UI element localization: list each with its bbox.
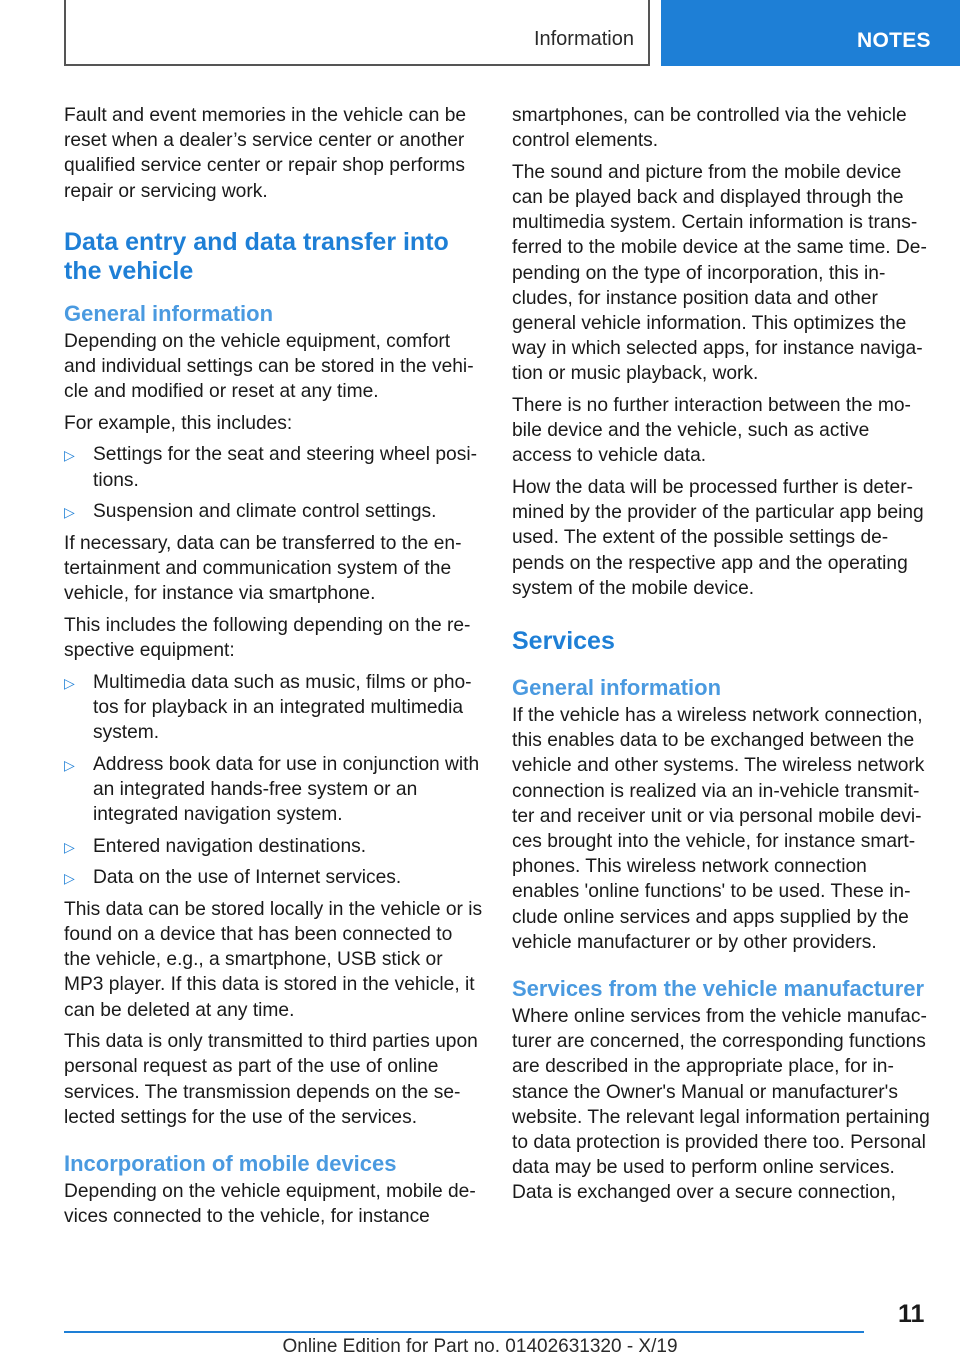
heading-data-entry: Data entry and data transfer into the vehicle [64,227,449,285]
footer-edition: Online Edition for Part no. 01402631320 - X/19 [282,1336,678,1357]
paragraph-example: For example, this includes: [64,412,293,434]
triangle-bullet-icon: ▷ [64,756,75,773]
footer-divider [64,1331,864,1333]
list-data-types [64,670,484,891]
heading-general-information-services: General information [512,675,722,701]
triangle-bullet-icon: ▷ [64,504,75,521]
paragraph-sound-picture: The sound and picture from the mobile device can be played back and displayed through the multimedia system. Certain information is transferred to the mobile device at the same time. Depending on the type of incorporation, this includes, for instance position data and other general vehicle information. This optimizes the way in which selected apps, for instance navigation or music playback, work. [512,161,927,385]
header-section-title: Information [533,28,634,50]
page-number: 11 [898,1300,925,1328]
heading-services-from-manufacturer: Services from the vehicle manufacturer [512,976,925,1002]
right-column [512,103,932,1212]
paragraph-stored-locally: This data can be stored locally in the vehicle or is found on a device that has been connected to the vehicle, e.g., a smartphone, USB stick or MP3 player. If this data is stored in the vehicle, it can be deleted at any time. [64,898,483,1021]
paragraph-fault-memories: Fault and event memories in the vehicle can be reset when a dealer’s service center or another qualified service center or repair shop performs repair or servicing work. [64,105,467,202]
paragraph-wireless: If the vehicle has a wireless network connection, this enables data to be exchanged between the vehicle and other systems. The wireless network connection is realized via an in-vehicle transmitter and receiver unit or via personal mobile devices brought into the vehicle, for instance smartphones. This wireless network connection enables 'online functions' to be used. These include online services and apps supplied by the vehicle manufacturer or by other providers. [512,705,925,953]
triangle-bullet-icon: ▷ [64,674,75,691]
left-column [64,103,484,1236]
paragraph-smartphones-cont: smartphones, can be controlled via the vehicle control elements. [512,105,907,152]
header-notes-label: NOTES [857,29,931,52]
triangle-bullet-icon: ▷ [64,870,75,887]
header-notes-tab [661,0,960,66]
heading-services: Services [512,627,615,656]
paragraph-transmitted: This data is only transmitted to third parties upon personal request as part of the use of online services. The transmission depends on the selected settings for the use of the services. [64,1031,478,1128]
paragraph-depending: Depending on the vehicle equipment, comfort and individual settings can be stored in the vehicle and modified or reset at any time. [64,330,474,403]
paragraph-incorporation: Depending on the vehicle equipment, mobile devices connected to the vehicle, for instance [64,1181,476,1228]
paragraph-this-includes: This includes the following depending on the respective equipment: [64,614,471,661]
paragraph-no-further: There is no further interaction between the mobile device and the vehicle, such as active access to vehicle data. [512,395,911,467]
paragraph-where-online: Where online services from the vehicle manufacturer are concerned, the corresponding functions are described in the appropriate place, for instance the Owner's Manual or manufacturer's website. The relevant legal information pertaining to data protection is provided there too. Personal data may be used to perform online services. Data is exchanged over a secure connection, [512,1006,930,1204]
triangle-bullet-icon: ▷ [64,447,75,464]
list-item: ▷ Entered navigation destinations. [64,834,484,859]
list-item: ▷ Suspension and climate control settings. [64,499,484,524]
paragraph-how-processed: How the data will be processed further is determined by the provider of the particular app being used. The extent of the possible settings depends on the respective app and the operating system of the mobile device. [512,477,924,599]
list-item: ▷ Multimedia data such as music, films or photos for playback in an integrated multimedia system. [64,671,472,743]
triangle-bullet-icon: ▷ [64,838,75,855]
heading-incorporation: Incorporation of mobile devices [64,1151,397,1176]
paragraph-if-necessary: If necessary, data can be transferred to the entertainment and communication system of the vehicle, for instance via smartphone. [64,532,462,605]
list-item: ▷ Settings for the seat and steering wheel positions. [64,444,477,491]
list-item: ▷ Data on the use of Internet services. [64,865,484,890]
header-section-box [64,0,650,66]
list-item: ▷ Address book data for use in conjunction with an integrated hands-free system or an integrated navigation system. [64,753,480,825]
heading-general-information: General information [64,300,274,326]
list-settings [64,442,484,524]
